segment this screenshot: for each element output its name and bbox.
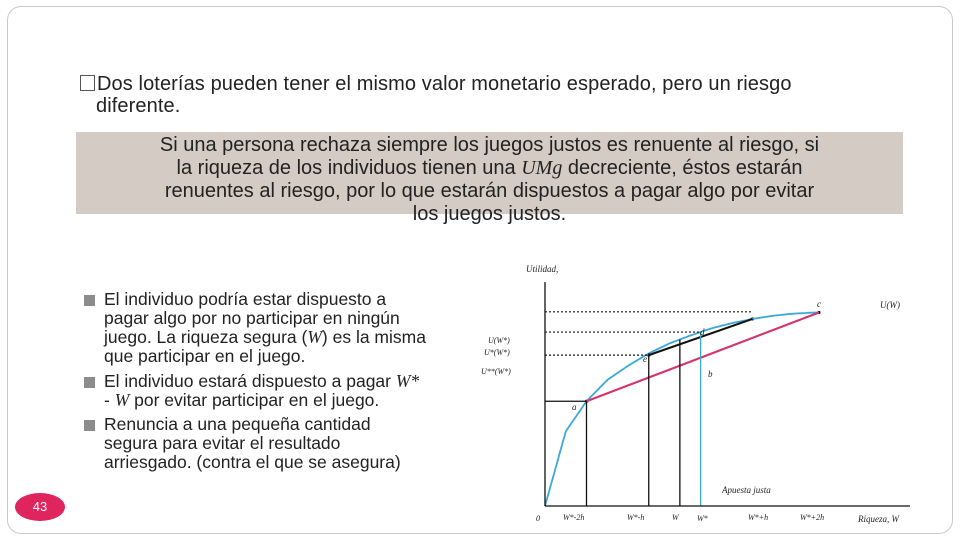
point-label-a: a — [572, 402, 577, 412]
highlight-line-2a: la riqueza de los individuos tienen una — [176, 157, 522, 179]
y-tick-label: U**(W*) — [481, 367, 511, 376]
bullet-1-line-1: El individuo podría estar dispuesto a — [104, 289, 387, 309]
umg-term: UMg — [521, 157, 563, 179]
bullet-2-line-2a: - — [104, 390, 115, 410]
bullet-1-w: W — [307, 327, 322, 347]
y-axis-label: Utilidad, — [526, 264, 559, 274]
y-tick-label: U(W*) — [488, 336, 510, 345]
x-tick-label: W — [672, 513, 679, 522]
point-label-d: d — [700, 327, 705, 337]
curve-label: U(W) — [880, 300, 900, 310]
annotation-apuesta-justa: Apuesta justa — [722, 485, 771, 495]
bullet-1-line-3c: ) es la misma — [321, 327, 426, 347]
x-tick-label: W*-2h — [563, 513, 585, 522]
highlight-line-4: los juegos justos. — [412, 203, 567, 225]
highlight-line-1: Si una persona rechaza siempre los juegos justos es renuente al riesgo, si — [159, 134, 820, 156]
bullet-3-line-2: segura para evitar el resultado — [104, 433, 341, 453]
bullet-1-line-3a: juego. La riqueza segura ( — [104, 327, 308, 347]
page-number-badge: 43 — [15, 493, 65, 521]
bullet-1-line-4: que participar en el juego. — [104, 346, 306, 366]
point-label-c: c — [817, 299, 821, 309]
bullet-2-wstar: W* — [395, 371, 420, 391]
chord-a-c — [587, 313, 819, 402]
x-tick-label: 0 — [536, 514, 540, 523]
bullet-3-line-3: arriesgado. (contra el que se asegura) — [104, 452, 401, 472]
intro-line-1: Dos loterías pueden tener el mismo valor monetario esperado, pero un riesgo — [97, 73, 792, 95]
x-tick-label: W*+h — [748, 513, 769, 522]
bullet-2-line-2c: por evitar participar en el juego. — [129, 390, 380, 410]
highlight-line-3: renuentes al riesgo, por lo que estarán dispuestos a pagar algo por evitar — [164, 180, 815, 202]
intro-line-2: diferente. — [96, 95, 181, 117]
x-tick-label: W*-h — [627, 513, 645, 522]
bullet-3-line-1: Renuncia a una pequeña cantidad — [104, 414, 371, 434]
x-axis-label: Riqueza, W — [858, 514, 899, 524]
point-label-b: b — [708, 369, 713, 379]
bullet-2-line-1a: El individuo estará dispuesto a pagar — [104, 371, 396, 391]
point-label-e: e — [643, 354, 647, 364]
x-tick-label: W*+2h — [800, 513, 825, 522]
bullet-1-line-2: pagar algo por no participar en ningún — [104, 308, 400, 328]
highlight-line-2c: decreciente, éstos estarán — [562, 157, 803, 179]
bullet-2-w: W — [114, 390, 130, 410]
x-tick-label: W* — [697, 514, 708, 523]
y-tick-label: U*(W*) — [484, 348, 510, 357]
